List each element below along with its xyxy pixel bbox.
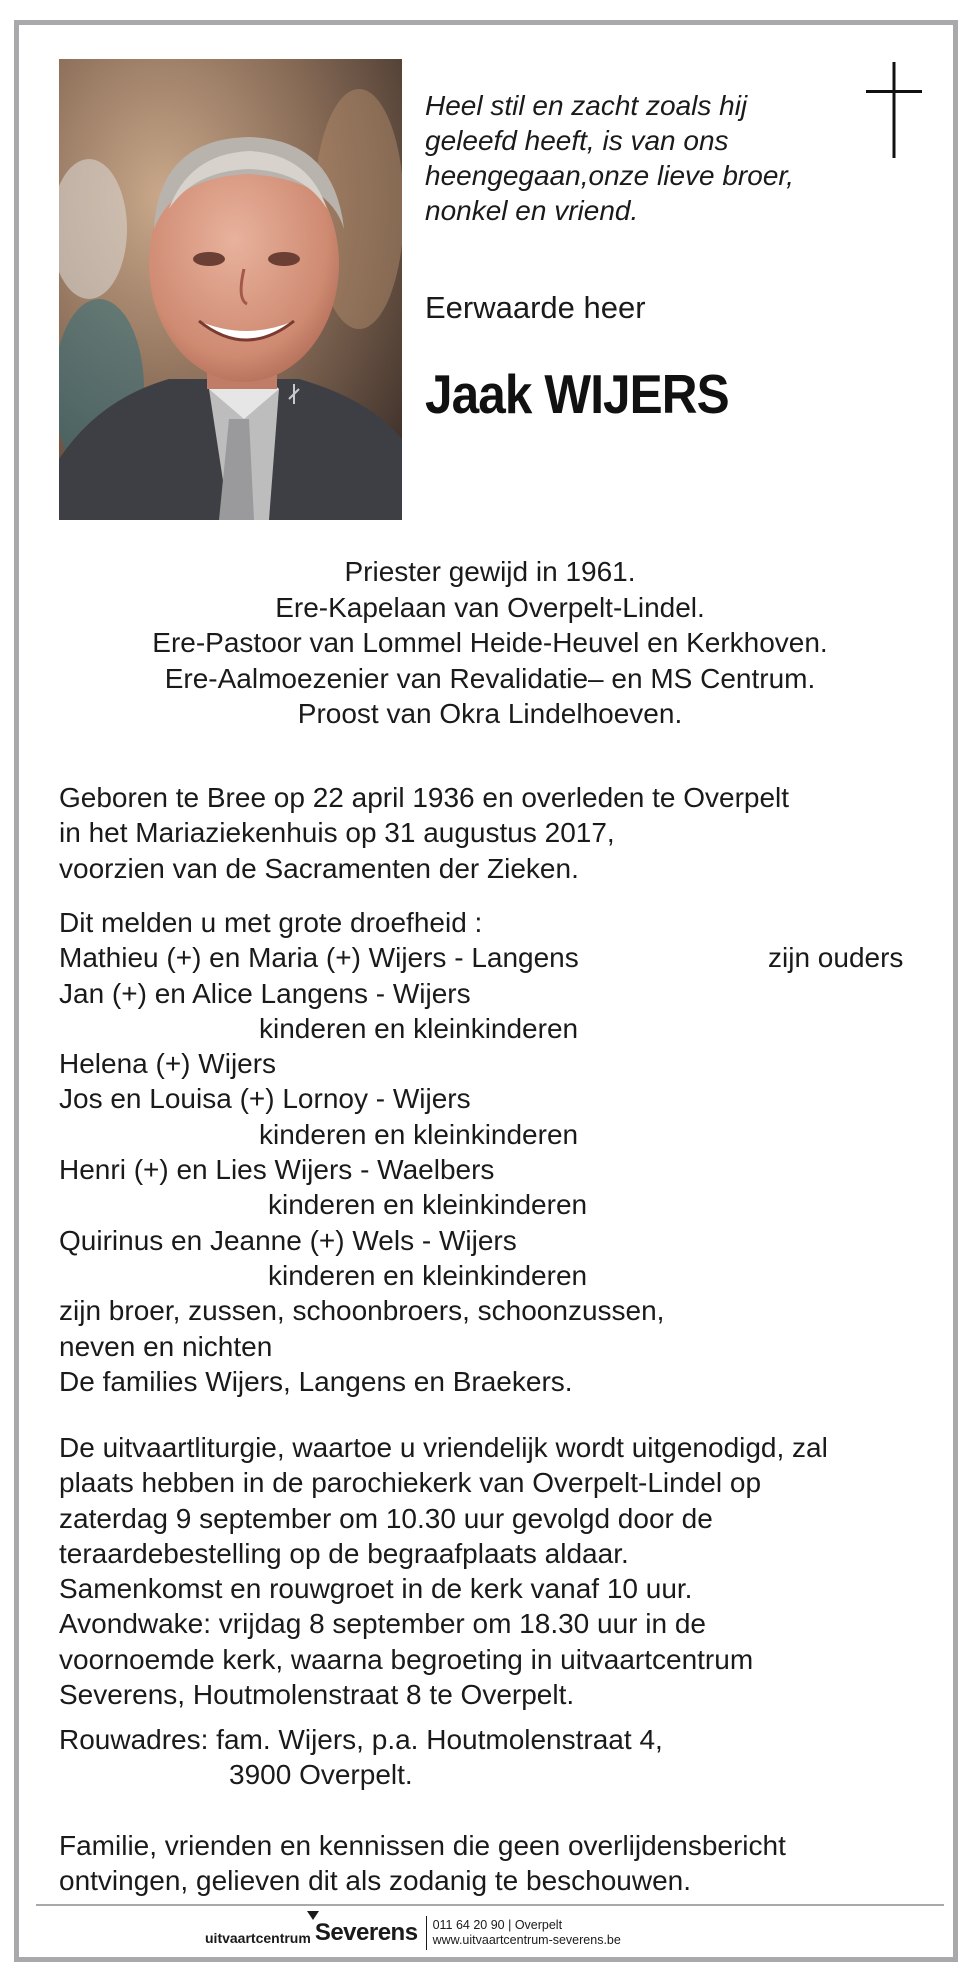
ceremony-line: voornoemde kerk, waarna begroeting in uitvaartcentrum [59,1643,754,1675]
family-line: Quirinus en Jeanne (+) Wels - Wijers [59,1224,517,1256]
quote-line: Heel stil en zacht zoals hij [425,90,748,121]
ceremony-line: plaats hebben in de parochiekerk van Overpelt-Lindel op [59,1467,762,1499]
title-line: Proost van Okra Lindelhoeven. [297,698,683,729]
closing-paragraph [59,1828,939,1899]
relatives-line: zijn broer, zussen, schoonbroers, schoonzussen, [59,1295,665,1327]
ceremony-line: Avondwake: vrijdag 8 september om 18.30 uur in de [59,1608,706,1640]
brand-logo [315,1919,418,1947]
ceremony-line: Severens, Houtmolenstraat 8 te Overpelt. [59,1679,575,1711]
funeral-home-footer [205,1913,621,1953]
ceremony-line: Samenkomst en rouwgroet in de kerk vanaf 10 uur. [59,1573,693,1605]
footer-divider [36,1904,944,1906]
family-line: Helena (+) Wijers [59,1048,277,1080]
relatives-line: neven en nichten [59,1330,273,1362]
family-line: Jan (+) en Alice Langens - Wijers [59,977,471,1009]
memorial-quote [425,88,845,228]
ceremony-line: teraardebestelling op de begraafplaats aldaar. [59,1537,629,1569]
family-sub-line: kinderen en kleinkinderen [259,1118,579,1150]
title-line: Ere-Aalmoezenier van Revalidatie– en MS Centrum. [164,662,816,694]
family-sub-line: kinderen en kleinkinderen [268,1189,588,1221]
birth-death-paragraph [59,780,939,886]
address-line: Rouwadres: fam. Wijers, p.a. Houtmolenstraat 4, [59,1724,663,1755]
ceremony-line: zaterdag 9 september om 10.30 uur gevolgd door de [59,1502,713,1534]
deceased-name: Jaak WIJERS [425,363,729,425]
birth-line: in het Mariaziekenhuis op 31 augustus 2017, [59,817,615,849]
brand-name: Severens [314,1919,418,1946]
ceremony-line: De uitvaartliturgie, waartoe u vriendelijk wordt uitgenodigd, zal [59,1432,828,1463]
contact-info [433,1918,621,1948]
closing-line: Familie, vrienden en kennissen die geen overlijdensbericht [59,1830,786,1861]
announcement-intro: Dit melden u met grote droefheid : [59,907,483,938]
parents-names: Mathieu (+) en Maria (+) Wijers - Langens [59,942,579,974]
footer-separator [426,1916,427,1950]
title-line: Priester gewijd in 1961. [344,556,636,587]
family-line: Jos en Louisa (+) Lornoy - Wijers [59,1083,471,1115]
birth-line: Geboren te Bree op 22 april 1936 en overleden te Overpelt [59,782,790,813]
parents-role: zijn ouders [768,942,904,974]
portrait-photo [59,59,402,520]
quote-line: nonkel en vriend. [425,195,639,226]
parents-line [59,940,939,975]
logo-triangle-icon [307,1911,319,1920]
title-line: Ere-Kapelaan van Overpelt-Lindel. [275,591,705,623]
honorific: Eerwaarde heer [425,290,646,325]
family-line: Henri (+) en Lies Wijers - Waelbers [59,1154,495,1186]
families-line: De families Wijers, Langens en Braekers. [59,1365,573,1397]
clerical-titles [0,554,980,732]
quote-line: geleefd heeft, is van ons [425,125,729,156]
latin-cross-icon [866,60,922,160]
family-sub-line: kinderen en kleinkinderen [268,1259,588,1291]
ceremony-paragraph [59,1430,939,1712]
website-link[interactable]: www.uitvaartcentrum-severens.be [432,1933,621,1947]
brand-prefix: uitvaartcentrum [205,1930,311,1946]
title-line: Ere-Pastoor van Lommel Heide-Heuvel en Kerkhoven. [152,627,828,658]
mourning-address [59,1722,939,1793]
phone-line: 011 64 20 90 | Overpelt [432,1918,563,1932]
family-announcement [59,905,939,1399]
quote-line: heengegaan,onze lieve broer, [425,160,794,191]
address-line: 3900 Overpelt. [229,1759,413,1791]
family-sub-line: kinderen en kleinkinderen [259,1012,579,1044]
birth-line: voorzien van de Sacramenten der Zieken. [59,852,579,884]
closing-line: ontvingen, gelieven dit als zodanig te beschouwen. [59,1865,691,1897]
